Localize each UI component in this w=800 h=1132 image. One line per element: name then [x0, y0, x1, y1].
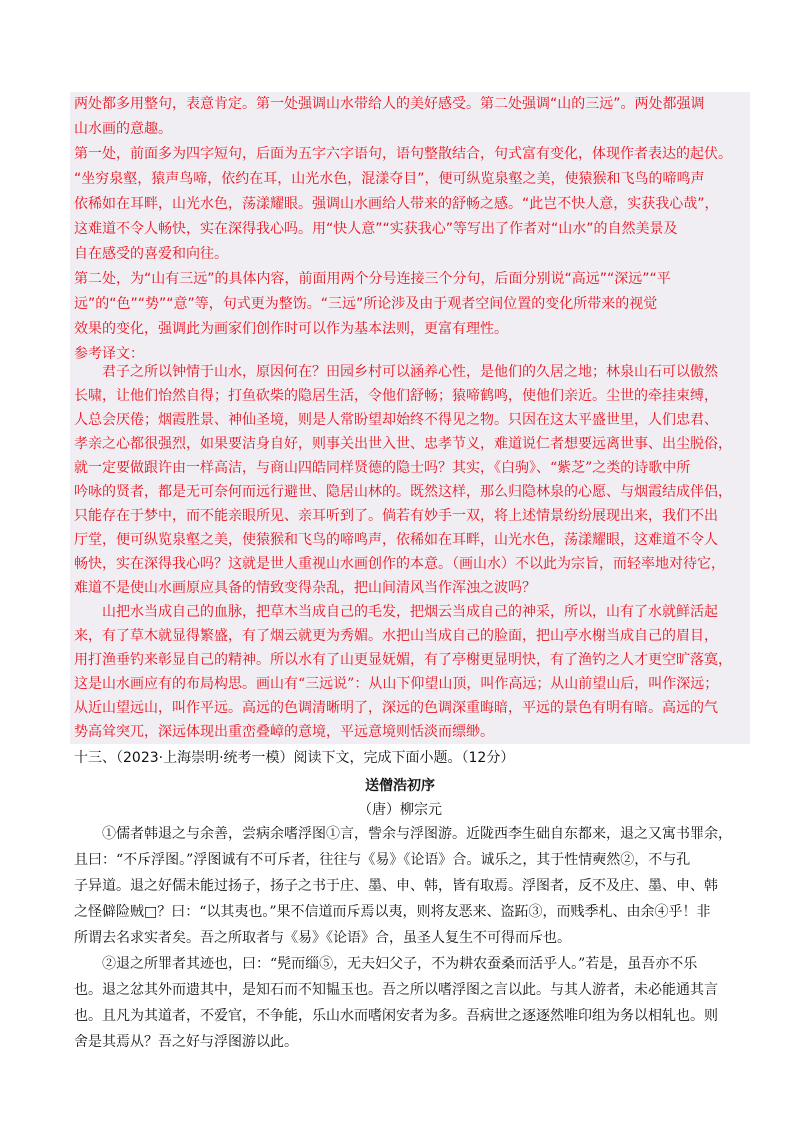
answer-line: 自在感受的喜爱和向往。	[74, 246, 228, 262]
passage-line: 之怪僻险贼□？曰：“以其夷也。”果不信道而斥焉以夷，则将友恶来、盗跖③，而贱季札、由余④乎！非	[74, 904, 711, 920]
passage-line: 舍是其焉从？吾之好与浮图游以此。	[74, 1034, 298, 1050]
answer-line: 效果的变化，强调此为画家们创作时可以作为基本法则，更富有理性。	[74, 321, 508, 337]
translation-line: 只能存在于梦中，而不能亲眼所见、亲耳听到了。倘若有妙手一双，将上述情景纷纷展现出来，我们不出	[74, 508, 718, 524]
passage-title: 送僧浩初序	[365, 778, 435, 794]
passage-line: ②退之所罪者其迹也，曰：“髡而缁⑤，无夫妇父子，不为耕农蚕桑而活乎人。”若是，虽吾亦不乐	[102, 956, 698, 972]
translation-heading: 参考译文：	[74, 346, 144, 362]
passage-line: 也。且凡为其道者，不爱官，不争能，乐山水而嗜闲安者为多。吾病世之逐逐然唯印组为务以相轧也。则	[74, 1008, 718, 1024]
translation-line: 人总会厌倦；烟霞胜景、神仙圣境，则是人常盼望却始终不得见之物。只因在这太平盛世里，人们忠君、	[74, 412, 718, 428]
translation-line: 用打渔垂钓来彰显自己的精神。所以水有了山更显妩媚，有了亭榭更显明快，有了渔钓之人才更空旷落寞，	[74, 652, 732, 668]
answer-line: 远”的“色”“势”“意”等，句式更为整饬。“三远”所论涉及由于观者空间位置的变化所带来的视觉	[74, 296, 658, 312]
translation-line: 吟咏的贤者，都是无可奈何而远行避世、隐居山林的。既然这样，那么归隐林泉的心愿、与烟霞结成伴侣，	[74, 484, 732, 500]
translation-line: 畅快，实在深得我心吗？这就是世人重视山水画创作的本意。（画山水）不以此为宗旨，而轻率地对待它，	[74, 556, 725, 572]
answer-line: 山水画的意趣。	[74, 121, 172, 137]
translation-line: 就一定要做跟许由一样高洁，与商山四皓同样贤德的隐士吗？其实，《白驹》、“紫芝”之类的诗歌中所	[74, 460, 691, 476]
answer-line: “坐穷泉壑，猿声鸟啼，依约在耳，山光水色，混漾夺目”，便可纵览泉壑之美，使猿猴和飞鸟的啼鸣声	[74, 171, 705, 187]
passage-line: 且曰：“不斥浮图。”浮图诚有不可斥者，往往与《易》《论语》合。诚乐之，其于性情奭然②，不与孔	[74, 852, 691, 868]
passage-line: 子异道。退之好儒未能过扬子，扬子之书于庄、墨、申、韩，皆有取焉。浮图者，反不及庄、墨、申、韩	[74, 878, 718, 894]
translation-line: 难道不是使山水画原应具备的情致变得杂乱，把山间清风当作浑浊之波吗？	[74, 580, 536, 596]
translation-line: 从近山望远山，叫作平远。高远的色调清晰明了，深远的色调深重晦暗，平远的景色有明有暗。高远的气	[74, 700, 718, 716]
translation-line: 孝亲之心都很强烈，如果要洁身自好，则事关出世入世、忠孝节义，难道说仁者想要远离世事、出尘脱俗，	[74, 436, 732, 452]
translation-line: 厅堂，便可纵览泉壑之美，使猿猴和飞鸟的啼鸣声，依稀如在耳畔，山光水色，荡漾耀眼，这难道不令人	[74, 532, 718, 548]
answer-line: 第二处，为“山有三远”的具体内容，前面用两个分号连接三个分句，后面分别说“高远”“深远”“平	[74, 271, 671, 287]
translation-line: 来，有了草木就显得繁盛，有了烟云就更为秀媚。水把山当成自己的脸面，把山亭水榭当成自己的眉目，	[74, 628, 718, 644]
passage-line: ①儒者韩退之与余善，尝病余嗜浮图①言，訾余与浮图游。近陇西李生础自东都来，退之又寓书罪余，	[102, 826, 732, 842]
question-header: 十三、（2023·上海崇明·统考一模）阅读下文，完成下面小题。（12分）	[74, 750, 515, 766]
translation-line: 君子之所以钟情于山水，原因何在？田园乡村可以涵养心性，是他们的久居之地；林泉山石可以傲然	[102, 364, 718, 380]
translation-line: 势高耸突兀，深远体现出重峦叠嶂的意境，平远意境则恬淡而缥缈。	[74, 724, 494, 740]
translation-line: 长啸，让他们怡然自得；打鱼砍柴的隐居生活，令他们舒畅；猿啼鹤鸣，使他们亲近。尘世的牵挂束缚，	[74, 388, 718, 404]
passage-line: 所谓去名求实者矣。吾之所取者与《易》《论语》合，虽圣人复生不可得而斥也。	[74, 930, 571, 946]
translation-line: 这是山水画应有的布局构思。画山有“三远说”：从山下仰望山顶，叫作高远；从山前望山后，叫作深远；	[74, 676, 719, 692]
answer-line: 两处都多用整句，表意肯定。第一处强调山水带给人的美好感受。第二处强调“山的三远”。两处都强调	[74, 96, 705, 112]
answer-line: 这难道不令人畅快，实在深得我心吗。用“快人意”“实获我心”等写出了作者对“山水”的自然美景及	[74, 221, 678, 237]
answer-line: 第一处，前面多为四字短句，后面为五字六字语句，语句整散结合，句式富有变化，体现作者表达的起伏。	[74, 146, 732, 162]
passage-author: （唐）柳宗元	[358, 802, 442, 818]
translation-line: 山把水当成自己的血脉，把草木当成自己的毛发，把烟云当成自己的神采，所以，山有了水就鲜活起	[102, 604, 718, 620]
answer-line: 依稀如在耳畔，山光水色，荡漾耀眼。强调山水画给人带来的舒畅之感。“此岂不快人意，实获我心哉”，	[74, 196, 719, 212]
passage-line: 也。退之忿其外而遗其中，是知石而不知韫玉也。吾之所以嗜浮图之言以此。与其人游者，未必能通其言	[74, 982, 718, 998]
